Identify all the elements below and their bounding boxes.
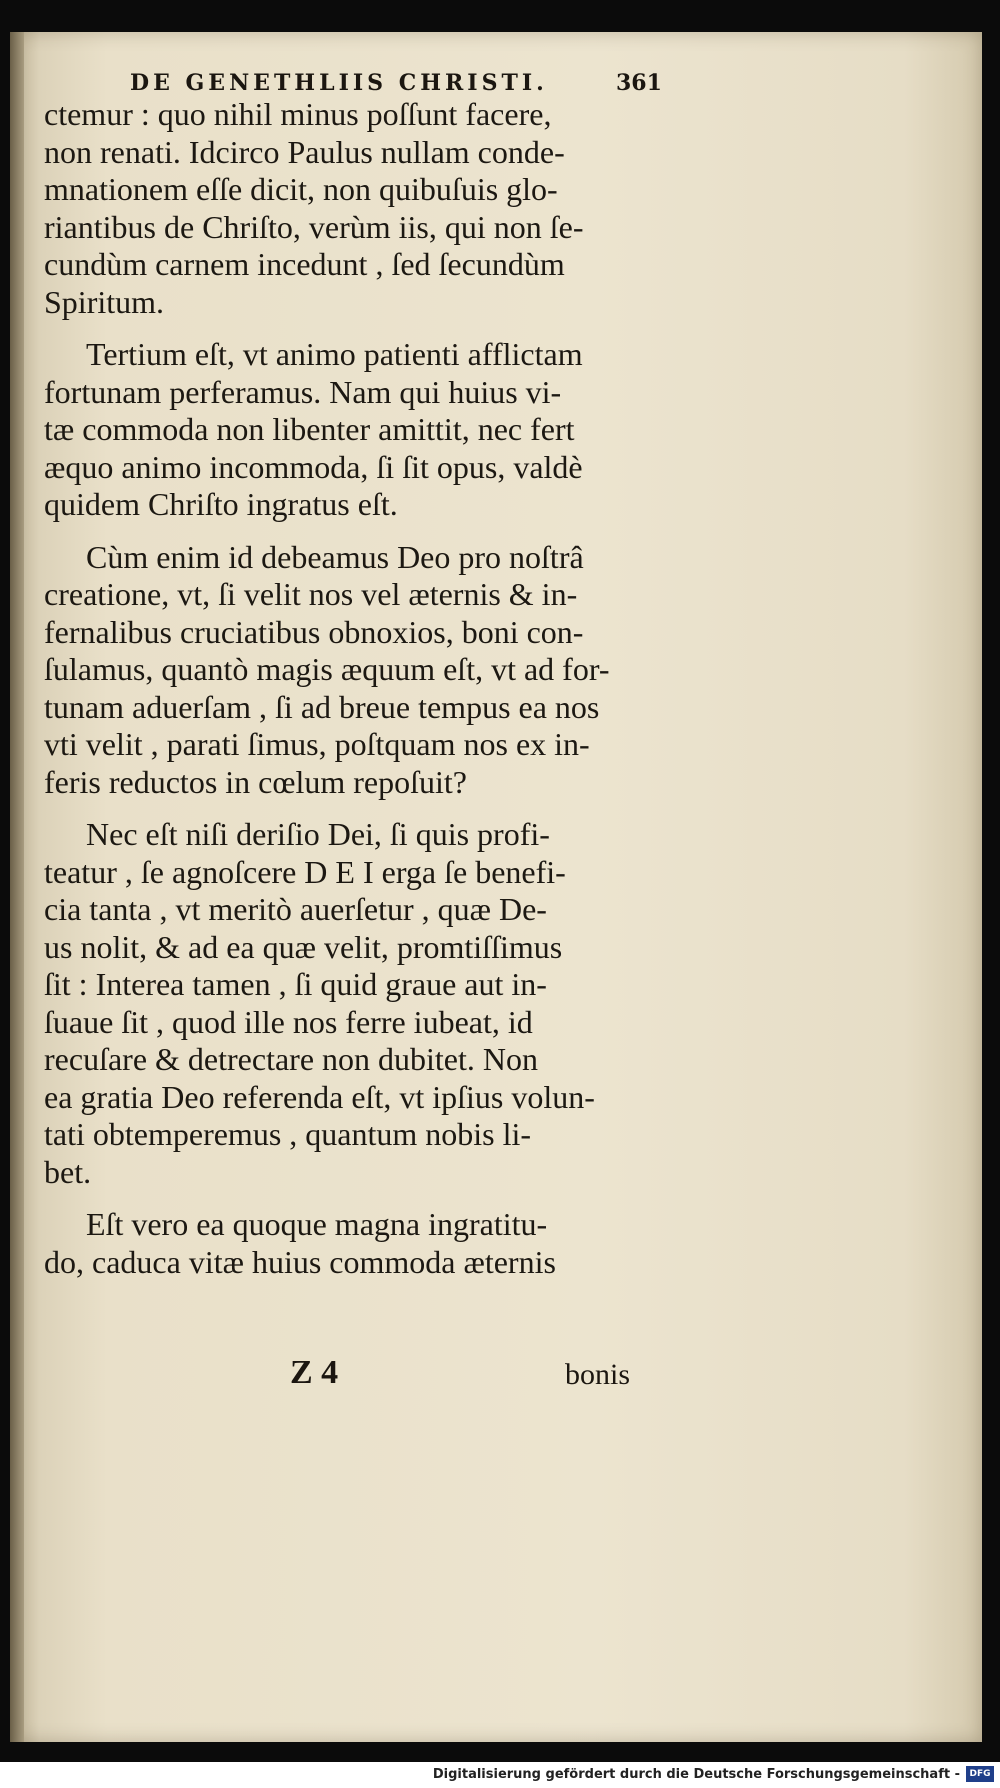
text-line: ſuaue ſit , quod ille nos ferre iubeat, id xyxy=(44,1003,533,1040)
text-line: æquo animo incommoda, ſi ſit opus, valdè xyxy=(44,448,583,485)
paragraph-4 xyxy=(44,816,684,1191)
text-line: do, caduca vitæ huius commoda æternis xyxy=(44,1243,556,1280)
text-line: vti velit , parati ſimus, poſtquam nos ex in- xyxy=(44,726,590,762)
text-line: cundùm carnem incedunt , ſed ſecundùm xyxy=(44,246,565,282)
text-line: tati obtemperemus , quantum nobis li- xyxy=(44,1116,532,1152)
text-line: creatione, vt, ſi velit nos vel æternis & in- xyxy=(44,576,578,612)
text-line: tunam aduerſam , ſi ad breue tempus ea nos xyxy=(44,688,600,725)
text-line: tæ commoda non libenter amittit, nec fert xyxy=(44,411,575,447)
text-line: fernalibus cruciatibus obnoxios, boni con- xyxy=(44,613,584,650)
running-head: DE GENETHLIIS CHRISTI. xyxy=(130,70,548,96)
dfg-logo-icon: DFG xyxy=(966,1766,994,1782)
catchword: bonis xyxy=(565,1358,631,1391)
text-line: feris reductos in cœlum repoſuit? xyxy=(44,763,467,800)
text-line: bet. xyxy=(44,1153,92,1190)
paragraph-1 xyxy=(44,96,684,321)
text-line: ſit : Interea tamen , ſi quid graue aut in- xyxy=(44,966,547,1002)
paragraph-2 xyxy=(44,336,684,524)
text-line: quidem Chriſto ingratus eſt. xyxy=(44,486,398,522)
text-line: Eſt vero ea quoque magna ingratitu- xyxy=(86,1206,548,1242)
text-line: Tertium eſt, vt animo patienti afflictam xyxy=(86,336,583,372)
page-gutter xyxy=(10,32,24,1742)
text-line: ſulamus, quantò magis æquum eſt, vt ad for- xyxy=(44,651,610,687)
text-line: Nec eſt niſi deriſio Dei, ſi quis profi- xyxy=(86,816,550,852)
footer-credit: Digitalisierung gefördert durch die Deutsche Forschungsgemeinschaft - xyxy=(432,1767,960,1782)
text-line: teatur , ſe agnoſcere D E I erga ſe benefi- xyxy=(44,853,566,890)
paragraph-5 xyxy=(44,1206,684,1281)
page-number: 361 xyxy=(616,70,662,96)
text-line: recuſare & detrectare non dubitet. Non xyxy=(44,1041,538,1077)
body-text xyxy=(44,96,684,1296)
signature-mark: Z 4 xyxy=(290,1354,339,1391)
text-line: Cùm enim id debeamus Deo pro noſtrâ xyxy=(86,538,584,575)
text-line: ea gratia Deo referenda eſt, vt ipſius volun- xyxy=(44,1078,595,1115)
text-line: us nolit, & ad ea quæ velit, promtiſſimus xyxy=(44,928,563,965)
text-line: riantibus de Chriſto, verùm iis, qui non ſe- xyxy=(44,208,584,245)
text-line: mnationem eſſe dicit, non quibuſuis glo- xyxy=(44,171,558,207)
text-line: Spiritum. xyxy=(44,283,165,320)
text-line: fortunam perferamus. Nam qui huius vi- xyxy=(44,373,562,410)
paragraph-3 xyxy=(44,539,684,802)
text-line: cia tanta , vt meritò auerſetur , quæ De- xyxy=(44,891,547,927)
text-line: ctemur : quo nihil minus poſſunt facere, xyxy=(44,96,552,132)
text-line: non renati. Idcirco Paulus nullam conde- xyxy=(44,133,565,170)
digitization-footer xyxy=(0,1762,1000,1788)
